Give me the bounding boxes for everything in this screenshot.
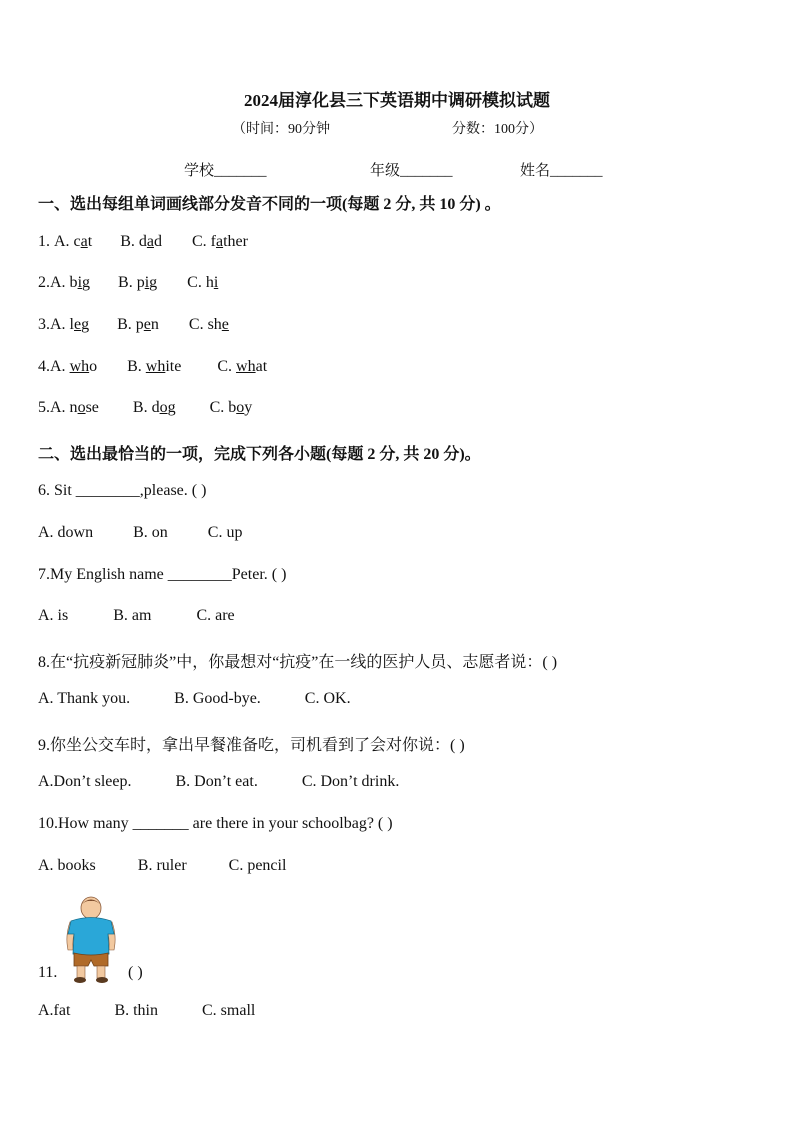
boy-figure-image <box>62 896 120 984</box>
option-b: B. Don’t eat. <box>175 773 258 790</box>
section-2-title: 二、选出最恰当的一项，完成下列各小题(每题 2 分, 共 20 分)。 <box>38 446 481 463</box>
question-8-options <box>38 690 351 708</box>
question-4 <box>38 358 267 376</box>
option-c: C. are <box>196 607 235 624</box>
option-a: A.Don’t sleep. <box>38 773 132 790</box>
question-number: 3. <box>38 316 50 333</box>
option-a: A. is <box>38 607 69 624</box>
option-b: B. dad <box>120 233 162 250</box>
option-a: A. nose <box>50 399 99 416</box>
option-b: B. am <box>113 607 152 624</box>
option-c: C. OK. <box>304 690 351 707</box>
option-b: B. pig <box>118 274 158 291</box>
option-c: C. what <box>217 358 268 375</box>
school-field: 学校_______ <box>184 163 267 179</box>
option-b: B. Good-bye. <box>174 690 261 707</box>
option-c: C. pencil <box>228 857 287 874</box>
option-c: C. Don’t drink. <box>301 773 400 790</box>
section-1-title: 一、选出每组单词画线部分发音不同的一项(每题 2 分, 共 10 分) 。 <box>38 196 501 213</box>
question-6-stem: 6. Sit ________,please. ( ) <box>38 482 207 499</box>
option-c: C. she <box>188 316 229 333</box>
option-a: A.fat <box>38 1002 71 1019</box>
question-5 <box>38 399 252 417</box>
question-number: 5. <box>38 399 50 416</box>
question-9-stem: 9.你坐公交车时，拿出早餐准备吃，司机看到了会对你说：( ) <box>38 737 465 754</box>
option-b: B. dog <box>132 399 176 416</box>
question-11-number: 11. <box>38 964 58 981</box>
question-9-options <box>38 773 399 791</box>
question-number: 4. <box>38 358 50 375</box>
question-number: 1. <box>38 233 54 250</box>
page-title: 2024届淳化县三下英语期中调研模拟试题 <box>244 91 550 110</box>
option-a: A. cat <box>54 233 93 250</box>
option-a: A. books <box>38 857 96 874</box>
option-c: C. small <box>202 1002 256 1019</box>
question-8-stem: 8.在“抗疫新冠肺炎”中，你最想对“抗疫”在一线的医护人员、志愿者说：( ) <box>38 654 558 671</box>
question-11-answer-paren: ( ) <box>128 964 143 981</box>
option-b: B. ruler <box>137 857 187 874</box>
exam-time: （时间：90分钟 <box>232 122 330 137</box>
question-1 <box>38 233 248 251</box>
option-c: C. boy <box>209 399 253 416</box>
question-3 <box>38 316 229 334</box>
option-c: C. up <box>207 524 243 541</box>
question-6-options <box>38 524 242 542</box>
question-2 <box>38 274 218 292</box>
option-a: A. who <box>50 358 98 375</box>
option-a: A. big <box>50 274 91 291</box>
option-b: B. thin <box>114 1002 158 1019</box>
name-field: 姓名_______ <box>520 163 603 179</box>
question-10-stem: 10.How many _______ are there in your schoolbag? ( ) <box>38 815 393 832</box>
question-11-options <box>38 1002 255 1020</box>
option-a: A. down <box>38 524 94 541</box>
question-7-options <box>38 607 235 625</box>
option-c: C. father <box>192 233 248 250</box>
option-a: A. Thank you. <box>38 690 131 707</box>
question-10-options <box>38 857 286 875</box>
option-b: B. white <box>127 358 182 375</box>
exam-score: 分数：100分） <box>452 122 543 137</box>
grade-field: 年级_______ <box>370 163 453 179</box>
question-number: 2. <box>38 274 50 291</box>
question-7-stem: 7.My English name ________Peter. ( ) <box>38 566 287 583</box>
option-b: B. on <box>133 524 168 541</box>
option-c: C. hi <box>187 274 219 291</box>
option-b: B. pen <box>117 316 159 333</box>
option-a: A. leg <box>50 316 90 333</box>
